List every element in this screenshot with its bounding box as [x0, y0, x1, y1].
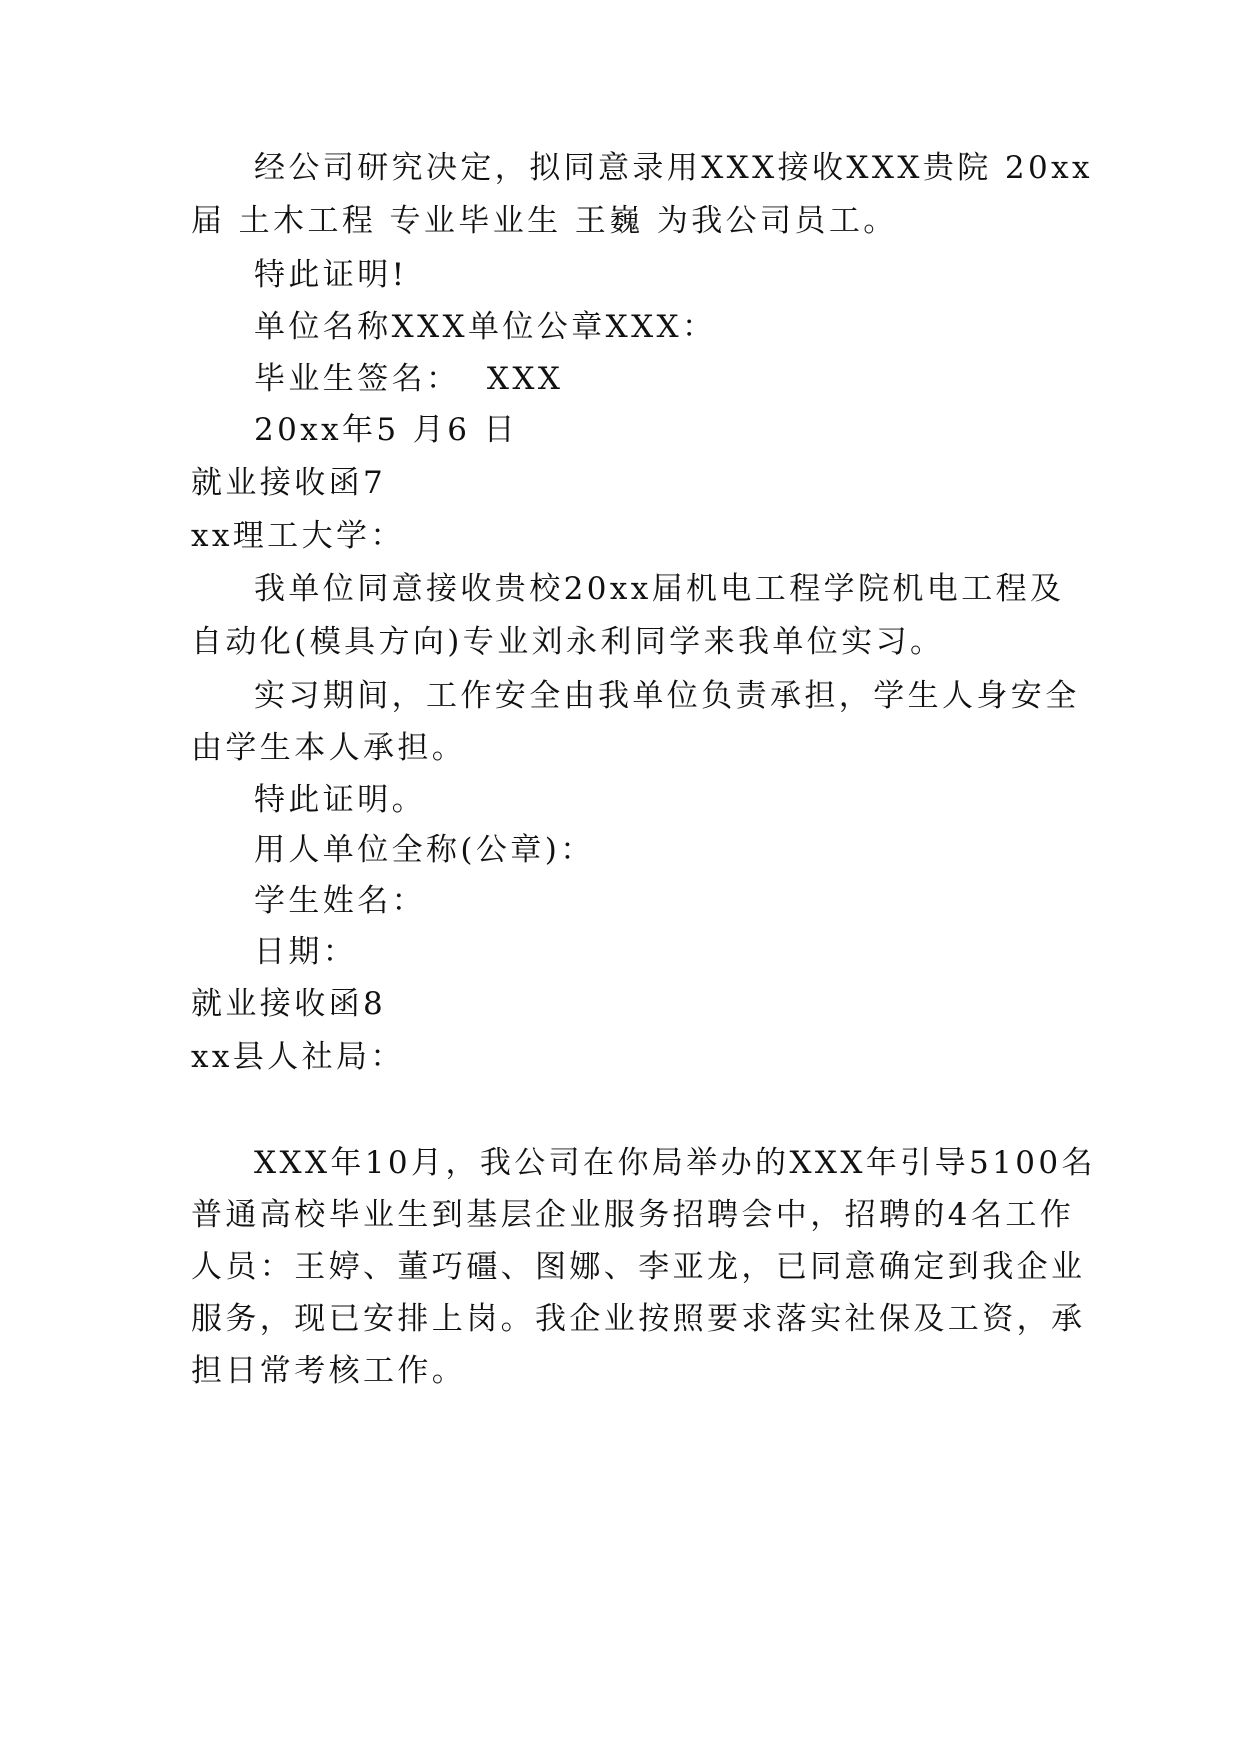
letter6-graduate-signature: 毕业生签名： XXX [254, 361, 564, 397]
letter8-body-line4: 服务，现已安排上岗。我企业按照要求落实社保及工资，承 [191, 1301, 1086, 1337]
letter8-body-line2: 普通高校毕业生到基层企业服务招聘会中，招聘的4名工作 [191, 1197, 1075, 1233]
letter6-body-line2: 届 土木工程 专业毕业生 王巍 为我公司员工。 [191, 203, 898, 239]
letter6-certify: 特此证明! [254, 257, 408, 293]
letter7-body2-line2: 由学生本人承担。 [191, 730, 467, 766]
letter7-title: 就业接收函7 [191, 465, 387, 501]
letter7-student-name-field: 学生姓名： [254, 883, 426, 919]
letter8-body-line5: 担日常考核工作。 [191, 1353, 467, 1389]
letter7-employer-field: 用人单位全称(公章)： [254, 832, 595, 868]
letter8-title: 就业接收函8 [191, 986, 387, 1022]
letter8-addressee: xx县人社局： [191, 1039, 405, 1075]
letter6-body-line1: 经公司研究决定，拟同意录用XXX接收XXX贵院 20xx [254, 150, 1093, 186]
letter8-body-line3: 人员：王婷、董巧礓、图娜、李亚龙，已同意确定到我企业 [191, 1249, 1086, 1285]
letter7-date-field: 日期： [254, 934, 358, 970]
letter8-body-line1: XXX年10月，我公司在你局举办的XXX年引导5100名 [254, 1145, 1096, 1181]
letter6-unit-line: 单位名称XXX单位公章XXX： [254, 309, 717, 345]
letter7-body1-line1: 我单位同意接收贵校20xx届机电工程学院机电工程及 [254, 571, 1065, 607]
letter7-addressee: xx理工大学： [191, 518, 405, 554]
letter7-certify: 特此证明。 [254, 782, 426, 818]
letter7-body2-line1: 实习期间，工作安全由我单位负责承担，学生人身安全 [254, 678, 1080, 714]
letter6-date: 20xx年5 月6 日 [254, 412, 518, 448]
letter7-body1-line2: 自动化(模具方向)专业刘永利同学来我单位实习。 [191, 624, 945, 660]
